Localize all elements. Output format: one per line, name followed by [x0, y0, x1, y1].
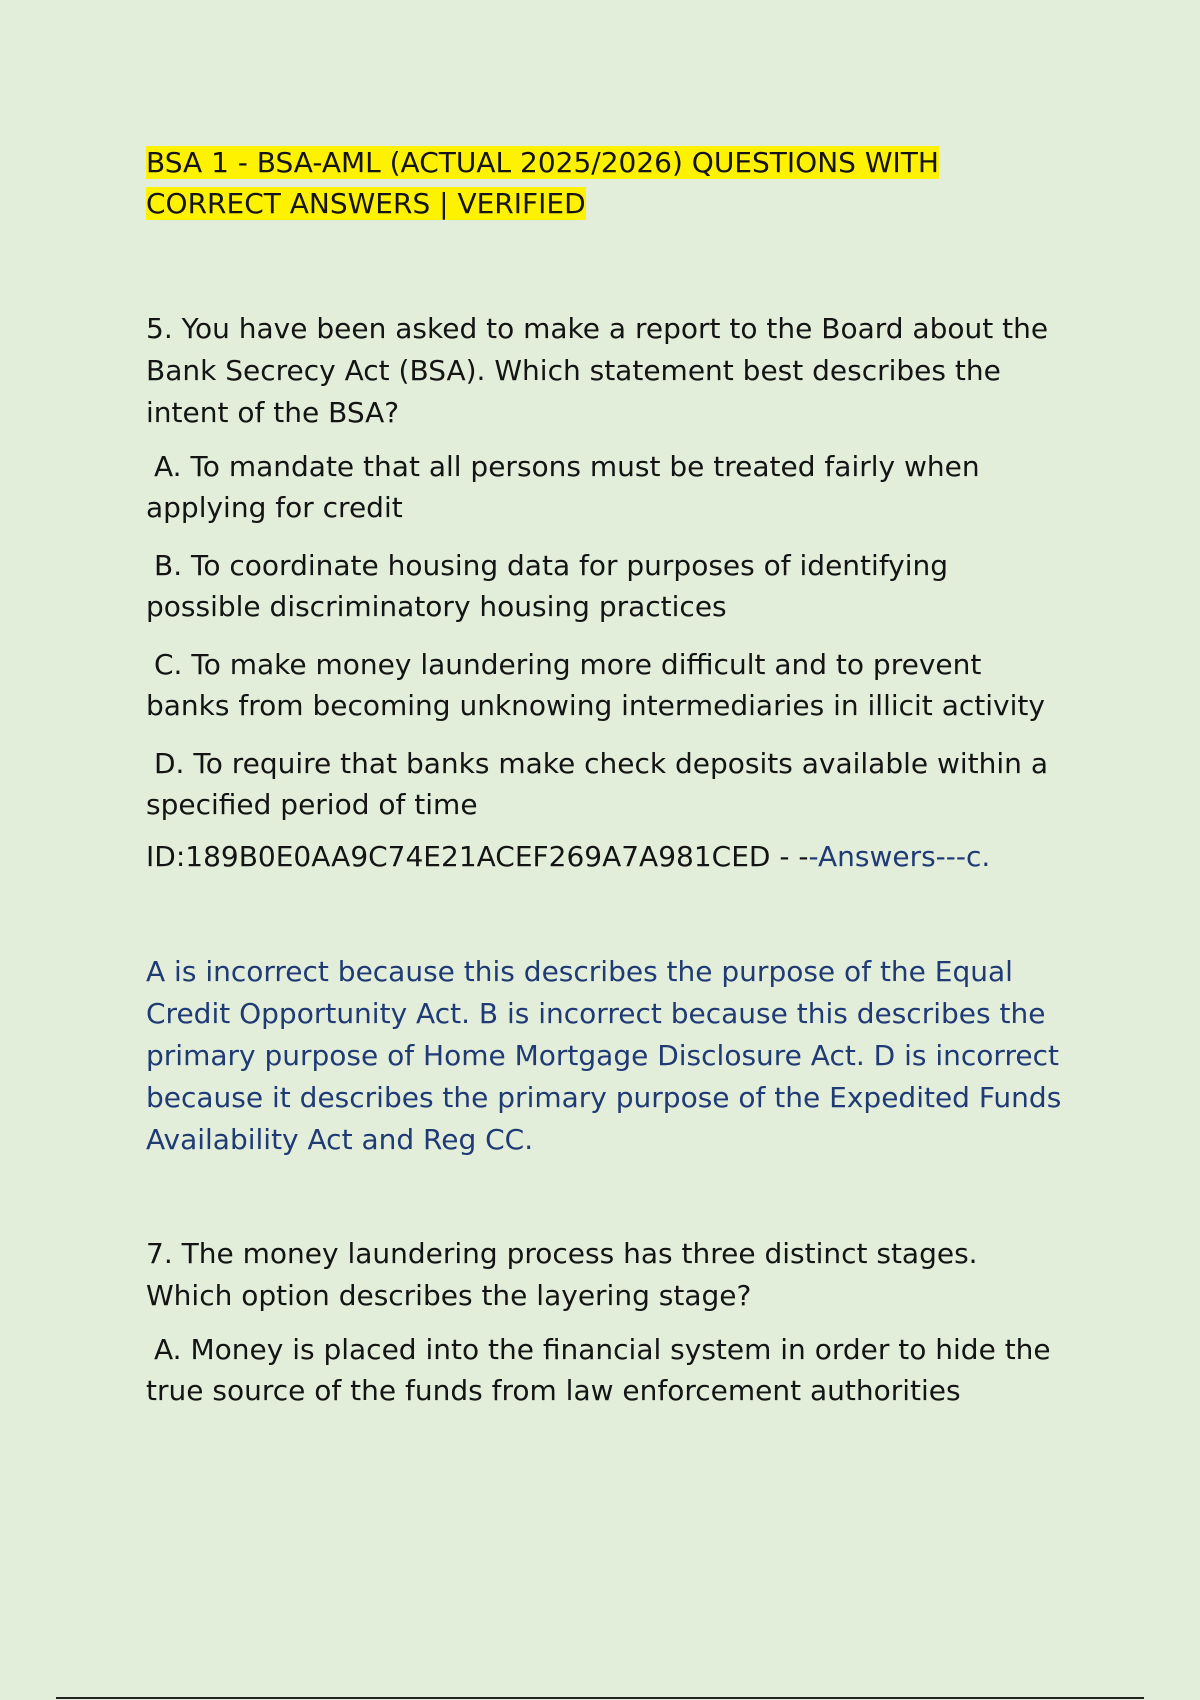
question-5-id: ID:189B0E0AA9C74E21ACEF269A7A981CED - -: [146, 840, 809, 873]
question-7-option-a: A. Money is placed into the financial system in order to hide the true source of the funds from law enforcement authorities: [146, 1333, 1051, 1407]
document-page: [146, 142, 1066, 1411]
question-5-explanation: A is incorrect because this describes the purpose of the Equal Credit Opportunity Act. B is incorrect because this describes the primary purpose of Home Mortgage Disclosure Act. D is incorrect because it describes the primary purpose of the Expedited Funds Availability Act and Reg CC.: [146, 955, 1062, 1156]
question-5-option-c: C. To make money laundering more difficult and to prevent banks from becoming unknowing intermediaries in illicit activity: [146, 648, 1045, 722]
question-5-option-a: A. To mandate that all persons must be treated fairly when applying for credit: [146, 450, 980, 524]
question-5-option-b: B. To coordinate housing data for purposes of identifying possible discriminatory housing practices: [146, 549, 949, 623]
question-7-text: 7. The money laundering process has three distinct stages. Which option describes the layering stage?: [146, 1237, 978, 1312]
question-5-answer-line: [146, 836, 1066, 877]
question-5-text: 5. You have been asked to make a report to the Board about the Bank Secrecy Act (BSA). Which statement best describes the intent of the BSA?: [146, 312, 1049, 429]
page-bottom-rule: [56, 1697, 1144, 1699]
document-title-line-1: BSA 1 - BSA-AML (ACTUAL 2025/2026) QUESTIONS WITH: [146, 146, 939, 179]
question-5-option-d: D. To require that banks make check deposits available within a specified period of time: [146, 747, 1048, 821]
question-5-block: [146, 308, 1066, 1161]
question-5-answer: -Answers---c.: [808, 840, 991, 873]
question-7-block: [146, 1233, 1066, 1411]
document-title: [146, 142, 1066, 224]
document-title-line-2: CORRECT ANSWERS | VERIFIED: [146, 187, 586, 220]
